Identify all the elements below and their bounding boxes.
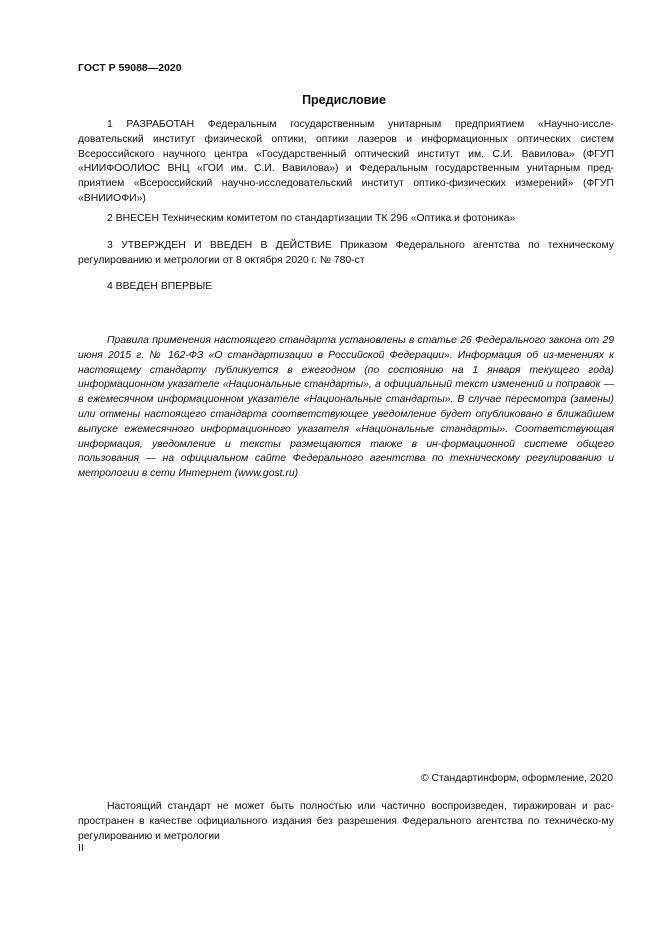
preface-title: Предисловие [302,93,386,107]
reproduction-rights-notice: Настоящий стандарт не может быть полностью или частично воспроизведен, тиражирован и рас-пространен в качестве официального издания без разрешения Федерального агентства по техническо-му регулированию и метрологии [78,801,614,842]
page-number: II [78,843,84,854]
application-rules-notice: Правила применения настоящего стандарта установлены в статье 26 Федерального закона от 29 июня 2015 г. № 162-ФЗ «О стандартизации в Российской Федерации». Информация об из-менениях к настоящему стандарту публикуется в ежегодном (по состоянию на 1 января текущего года) информационном указателе «Национальные стандарты», а официальный текст изменений и поправок — в ежемесячном информационном указателе «Национальные стандарты». В случае пересмотра (замены) или отмены настоящего стандарта соответствующее уведомление будет опубликовано в ближайшем выпуске ежемесячного информационного указателя «Национальные стандарты». Соответствующая информация, уведомление и тексты размещаются также в ин-формационной системе общего пользования — на официальном сайте Федерального агентства по техническому регулированию и метрологии в сети Интернет (www.gost.ru) [78,335,614,480]
copyright-line: © Стандартинформ, оформление, 2020 [420,773,613,784]
preface-item-approved: 3 УТВЕРЖДЕН И ВВЕДЕН В ДЕЙСТВИЕ Приказом Федерального агентства по техническому регулированию и метрологии от 8 октября 2020 г. № 780-ст [78,240,614,266]
preface-item-submitted: 2 ВНЕСЕН Техническим комитетом по стандартизации ТК 296 «Оптика и фотоника» [107,213,516,224]
document-code: ГОСТ Р 59088—2020 [78,62,182,74]
preface-item-developed: 1 РАЗРАБОТАН Федеральным государственным унитарным предприятием «Научно-иссле-довательский институт физической оптики, оптики лазеров и информационных оптических систем Всероссийского научного центра «Государственный оптический институт им. С.И. Вавилова» (ФГУП «НИИФООЛИОС ВНЦ «ГОИ им. С.И. Вавилова») и Федеральным государственным унитарным пред-приятием «Всероссийский научно-исследовательский институт оптико-физических измерений» (ФГУП «ВНИИОФИ») [78,119,614,204]
preface-item-introduced: 4 ВВЕДЕН ВПЕРВЫЕ [107,281,213,292]
